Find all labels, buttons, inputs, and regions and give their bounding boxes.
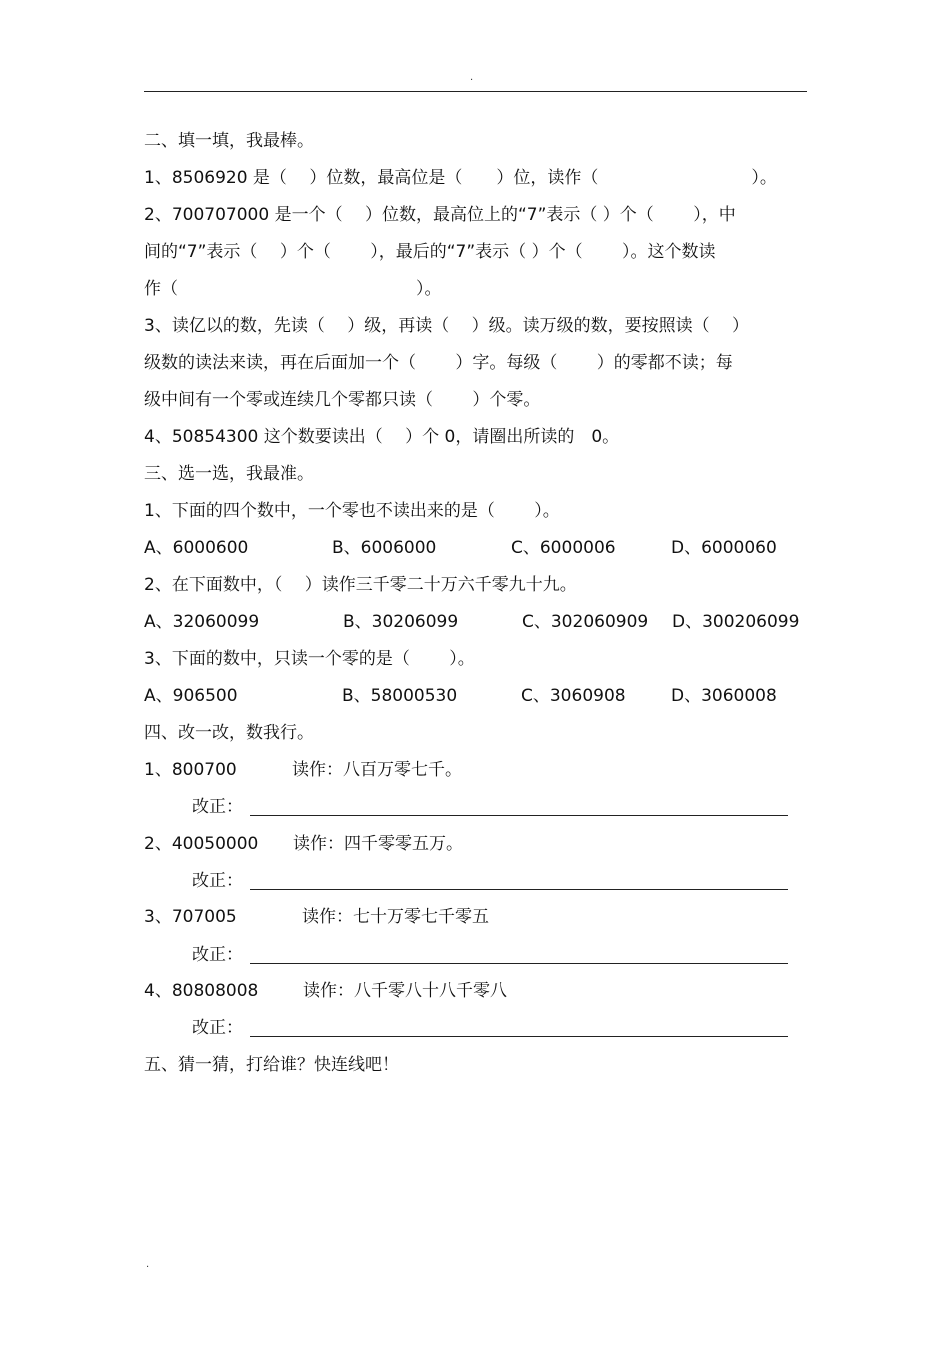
section2-line-6: 级数的读法来读，再在后面加一个（ ）字。每级（ ）的零都不读；每 [144, 353, 733, 373]
section2-line-8: 4、50854300 这个数要读出（ ）个 0，请圈出所读的 0。 [144, 427, 620, 447]
section3-q2-option-c: C、302060909 [522, 612, 649, 632]
section3-q3-option-d: D、3060008 [671, 686, 777, 706]
section3-q3-option-a: A、906500 [144, 686, 238, 706]
section4-item-3-correction-label: 改正： [192, 945, 243, 965]
section4-item-1-reading: 读作：八百万零七千。 [292, 760, 462, 780]
section2-line-2: 2、700707000 是一个（ ）位数，最高位上的“7”表示（ ）个（ ），中 [144, 205, 736, 225]
section3-q1-option-b: B、6006000 [332, 538, 437, 558]
section3-title: 三、选一选，我最准。 [144, 464, 314, 484]
section3-q3-stem: 3、下面的数中，只读一个零的是（ ）。 [144, 649, 475, 669]
section4-item-1-answer-line[interactable] [250, 815, 788, 816]
header-rule [144, 91, 807, 92]
section4-item-1-number: 1、800700 [144, 760, 237, 780]
section3-q2-stem: 2、在下面数中，（ ）读作三千零二十万六千零九十九。 [144, 575, 577, 595]
section2-line-4: 作（ ）。 [144, 279, 442, 299]
section2-line-1: 1、8506920 是（ ）位数，最高位是（ ）位，读作（ ）。 [144, 168, 777, 188]
section3-q1-option-d: D、6000060 [671, 538, 777, 558]
section4-item-4-answer-line[interactable] [250, 1036, 788, 1037]
section3-q1-option-a: A、6000600 [144, 538, 249, 558]
section4-item-4-number: 4、80808008 [144, 981, 259, 1001]
section4-item-2-answer-line[interactable] [250, 889, 788, 890]
section2-title: 二、填一填，我最棒。 [144, 131, 314, 151]
section4-item-4-correction-label: 改正： [192, 1018, 243, 1038]
section4-item-1-correction-label: 改正： [192, 797, 243, 817]
section2-line-3: 间的“7”表示（ ）个（ ），最后的“7”表示（ ）个（ ）。这个数读 [144, 242, 716, 262]
section3-q3-option-b: B、58000530 [342, 686, 458, 706]
section3-q1-stem: 1、下面的四个数中，一个零也不读出来的是（ ）。 [144, 501, 560, 521]
section4-item-3-reading: 读作：七十万零七千零五 [302, 907, 489, 927]
section4-title: 四、改一改，数我行。 [144, 723, 314, 743]
section4-item-3-answer-line[interactable] [250, 963, 788, 964]
section4-item-3-number: 3、707005 [144, 907, 237, 927]
section4-item-4-reading: 读作：八千零八十八千零八 [303, 981, 507, 1001]
footer-dot: . [146, 1259, 150, 1270]
section3-q2-option-d: D、300206099 [672, 612, 800, 632]
section3-q2-option-b: B、30206099 [343, 612, 459, 632]
header-dot: . [470, 72, 474, 83]
section4-item-2-reading: 读作：四千零零五万。 [293, 834, 463, 854]
section3-q2-option-a: A、32060099 [144, 612, 260, 632]
section4-item-2-correction-label: 改正： [192, 871, 243, 891]
section2-line-7: 级中间有一个零或连续几个零都只读（ ）个零。 [144, 390, 541, 410]
section3-q3-option-c: C、3060908 [521, 686, 626, 706]
section3-q1-option-c: C、6000006 [511, 538, 616, 558]
section2-line-5: 3、读亿以的数，先读（ ）级，再读（ ）级。读万级的数，要按照读（ ） [144, 316, 750, 336]
section5-title: 五、猜一猜，打给谁？快连线吧！ [144, 1055, 399, 1075]
section4-item-2-number: 2、40050000 [144, 834, 259, 854]
